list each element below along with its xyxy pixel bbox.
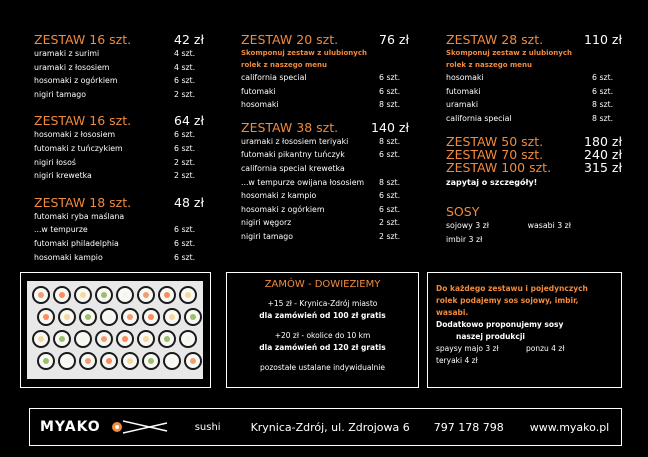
item-quantity: 6 szt. bbox=[379, 150, 401, 160]
item-quantity: 8 szt. bbox=[379, 136, 401, 146]
footer-bar bbox=[29, 408, 622, 446]
menu-item-row bbox=[34, 169, 204, 183]
delivery-title: ZAMÓW - DOWIEZIEMY bbox=[264, 279, 381, 290]
set-name: ZESTAW 16 szt. bbox=[34, 113, 132, 129]
menu-item-row bbox=[446, 98, 622, 112]
item-name: nigiri tamago bbox=[241, 231, 294, 241]
set-name: ZESTAW 70 szt. bbox=[446, 147, 544, 163]
menu-item-row bbox=[446, 71, 622, 85]
menu-item-row bbox=[241, 189, 409, 203]
info-sauce-row bbox=[436, 343, 613, 355]
item-quantity: 4 szt. bbox=[174, 49, 196, 58]
address: Krynica-Zdrój, ul. Zdrojowa 6 bbox=[250, 420, 410, 434]
item-name: ...w tempurze bbox=[34, 225, 88, 235]
info-line: Dodatkowo proponujemy sosy bbox=[436, 320, 564, 329]
menu-column-1 bbox=[34, 32, 204, 271]
item-name: hosomaki z ogórkiem bbox=[241, 204, 325, 214]
set-name: ZESTAW 100 szt. bbox=[446, 160, 552, 176]
info-line: Do każdego zestawu i pojedynczych bbox=[436, 284, 588, 293]
item-name: hosomaki z kampio bbox=[241, 191, 317, 201]
brand-logo: MYAKO bbox=[40, 419, 101, 435]
item-name: hosomaki bbox=[446, 73, 484, 82]
delivery-line: dla zamówień od 100 zł gratis bbox=[259, 311, 386, 320]
sauce-item: imbir 3 zł bbox=[446, 235, 483, 245]
set-subtitle: rolek z naszego menu bbox=[446, 61, 532, 69]
info-line: naszej produkcji bbox=[456, 332, 526, 341]
item-quantity: 8 szt. bbox=[592, 100, 614, 110]
set-price: 140 zł bbox=[371, 119, 409, 135]
sauces-title: SOSY bbox=[446, 204, 480, 220]
item-name: futomaki philadelphia bbox=[34, 238, 119, 248]
set-price: 240 zł bbox=[584, 147, 622, 163]
sushi-photo bbox=[20, 272, 211, 388]
ask-note: zapytaj o szczegóły! bbox=[446, 178, 538, 188]
set-price: 48 zł bbox=[174, 194, 204, 210]
menu-item-row bbox=[241, 176, 409, 190]
item-quantity: 6 szt. bbox=[379, 73, 401, 82]
set-block bbox=[34, 195, 204, 264]
menu-column-3 bbox=[446, 32, 622, 247]
item-name: california special bbox=[241, 73, 307, 82]
item-quantity: 6 szt. bbox=[379, 204, 401, 214]
info-line: wasabi. bbox=[436, 308, 469, 317]
delivery-line: pozostałe ustalane indywidualnie bbox=[260, 363, 385, 372]
delivery-box bbox=[226, 272, 419, 388]
item-quantity bbox=[379, 162, 409, 176]
info-sauce-row bbox=[436, 355, 613, 367]
item-name: california special bbox=[446, 113, 512, 123]
big-set-row bbox=[446, 161, 622, 174]
item-name: california special krewetka bbox=[241, 163, 345, 173]
item-quantity: 2 szt. bbox=[174, 89, 196, 99]
set-38 bbox=[241, 120, 409, 244]
menu-item-row bbox=[34, 47, 204, 61]
item-name: ...w tempurze owijana łososiem bbox=[241, 177, 365, 187]
item-name: futomaki ryba maślana bbox=[34, 211, 125, 221]
item-name: futomaki bbox=[241, 86, 276, 96]
brand-sushi-label: sushi bbox=[194, 421, 221, 433]
sauce-info-box bbox=[427, 272, 622, 388]
menu-item-row bbox=[446, 112, 622, 126]
set-name: ZESTAW 18 szt. bbox=[34, 194, 132, 210]
menu-item-row bbox=[241, 230, 409, 244]
sauce-item: spaysy majo 3 zł bbox=[436, 344, 499, 353]
set-price: 76 zł bbox=[379, 32, 409, 47]
item-name: uramaki z łososiem bbox=[34, 62, 110, 72]
set-name: ZESTAW 28 szt. bbox=[446, 32, 544, 47]
menu-item-row bbox=[241, 85, 409, 99]
item-name: nigiri węgorz bbox=[241, 218, 292, 228]
set-subtitle: rolek z naszego menu bbox=[241, 61, 327, 69]
menu-item-row bbox=[34, 210, 204, 224]
set-name: ZESTAW 38 szt. bbox=[241, 119, 339, 135]
item-quantity: 2 szt. bbox=[174, 157, 196, 167]
set-price: 110 zł bbox=[584, 32, 622, 47]
item-name: futomaki z tuńczykiem bbox=[34, 143, 123, 153]
item-quantity: 6 szt. bbox=[174, 130, 196, 140]
menu-item-row bbox=[241, 203, 409, 217]
sushi-platter-image bbox=[21, 273, 209, 386]
item-name: nigiri łosoś bbox=[34, 157, 76, 167]
sauce-item: sojowy 3 zł bbox=[446, 221, 489, 231]
item-quantity: 6 szt. bbox=[174, 238, 196, 248]
item-quantity: 8 szt. bbox=[592, 113, 614, 123]
item-quantity: 6 szt. bbox=[592, 86, 614, 96]
item-quantity: 2 szt. bbox=[379, 231, 401, 241]
item-quantity: 8 szt. bbox=[379, 100, 401, 110]
item-name: nigiri tamago bbox=[34, 89, 87, 99]
set-price: 180 zł bbox=[584, 134, 622, 150]
menu-item-row bbox=[241, 98, 409, 112]
set-name: ZESTAW 16 szt. bbox=[34, 32, 132, 47]
website-link[interactable]: www.myako.pl bbox=[529, 420, 610, 434]
item-name: hosomaki bbox=[241, 100, 279, 110]
menu-item-row bbox=[241, 162, 409, 176]
set-price: 315 zł bbox=[584, 160, 622, 176]
item-name: nigiri krewetka bbox=[34, 171, 92, 181]
item-quantity: 6 szt. bbox=[174, 225, 196, 235]
menu-item-row bbox=[34, 237, 204, 251]
menu-item-row bbox=[34, 142, 204, 156]
menu-item-row bbox=[241, 71, 409, 85]
menu-item-row bbox=[34, 74, 204, 88]
item-quantity bbox=[174, 210, 204, 224]
item-name: hosomaki z ogórkiem bbox=[34, 76, 118, 86]
set-subtitle: Skomponuj zestaw z ulubionych bbox=[241, 49, 367, 57]
item-quantity: 2 szt. bbox=[174, 171, 196, 181]
big-sets bbox=[446, 135, 622, 190]
set-price: 64 zł bbox=[174, 113, 204, 129]
set-block bbox=[34, 32, 204, 101]
item-quantity: 6 szt. bbox=[174, 252, 196, 262]
phone-number: 797 178 798 bbox=[433, 420, 504, 434]
set-name: ZESTAW 20 szt. bbox=[241, 32, 339, 47]
menu-item-row bbox=[34, 251, 204, 265]
menu-item-row bbox=[34, 61, 204, 75]
delivery-line: dla zamówień od 120 zł gratis bbox=[259, 343, 386, 352]
item-quantity: 4 szt. bbox=[174, 62, 196, 72]
item-name: futomaki pikantny tuńczyk bbox=[241, 150, 345, 160]
menu-item-row bbox=[34, 88, 204, 102]
item-quantity: 6 szt. bbox=[379, 191, 401, 201]
info-line: rolek podajemy sos sojowy, imbir, bbox=[436, 296, 579, 305]
set-subtitle: Skomponuj zestaw z ulubionych bbox=[446, 49, 572, 57]
menu-item-row bbox=[241, 135, 409, 149]
sauce-row bbox=[446, 219, 571, 233]
menu-item-row bbox=[241, 216, 409, 230]
menu-item-row bbox=[34, 223, 204, 237]
item-name: uramaki bbox=[446, 100, 478, 110]
item-name: uramaki z surimi bbox=[34, 49, 100, 58]
set-28 bbox=[446, 32, 622, 125]
item-quantity: 2 szt. bbox=[379, 218, 401, 228]
sauce-item: teryaki 4 zł bbox=[436, 356, 478, 365]
sauce-item: ponzu 4 zł bbox=[526, 344, 565, 353]
set-20 bbox=[241, 32, 409, 112]
item-name: hosomaki z łososiem bbox=[34, 130, 116, 140]
item-quantity: 6 szt. bbox=[379, 86, 401, 96]
item-quantity: 8 szt. bbox=[379, 177, 401, 187]
menu-item-row bbox=[34, 156, 204, 170]
set-name: ZESTAW 50 szt. bbox=[446, 134, 544, 150]
delivery-line: +20 zł - okolice do 10 km bbox=[274, 331, 371, 340]
sauce-item: wasabi 3 zł bbox=[527, 221, 571, 231]
chopsticks-logo-icon bbox=[109, 417, 169, 437]
menu-item-row bbox=[34, 128, 204, 142]
item-quantity: 6 szt. bbox=[592, 73, 614, 82]
item-name: uramaki z łososiem teriyaki bbox=[241, 136, 349, 146]
set-block bbox=[34, 113, 204, 182]
sauce-row bbox=[446, 233, 571, 247]
menu-column-2 bbox=[241, 32, 409, 251]
delivery-line: +15 zł - Krynica-Zdrój miasto bbox=[267, 299, 378, 308]
item-name: hosomaki kampio bbox=[34, 252, 103, 262]
item-quantity: 6 szt. bbox=[174, 76, 196, 86]
menu-item-row bbox=[446, 85, 622, 99]
item-quantity: 6 szt. bbox=[174, 143, 196, 153]
menu-item-row bbox=[241, 148, 409, 162]
item-name: futomaki bbox=[446, 86, 481, 96]
set-price: 42 zł bbox=[174, 32, 204, 47]
